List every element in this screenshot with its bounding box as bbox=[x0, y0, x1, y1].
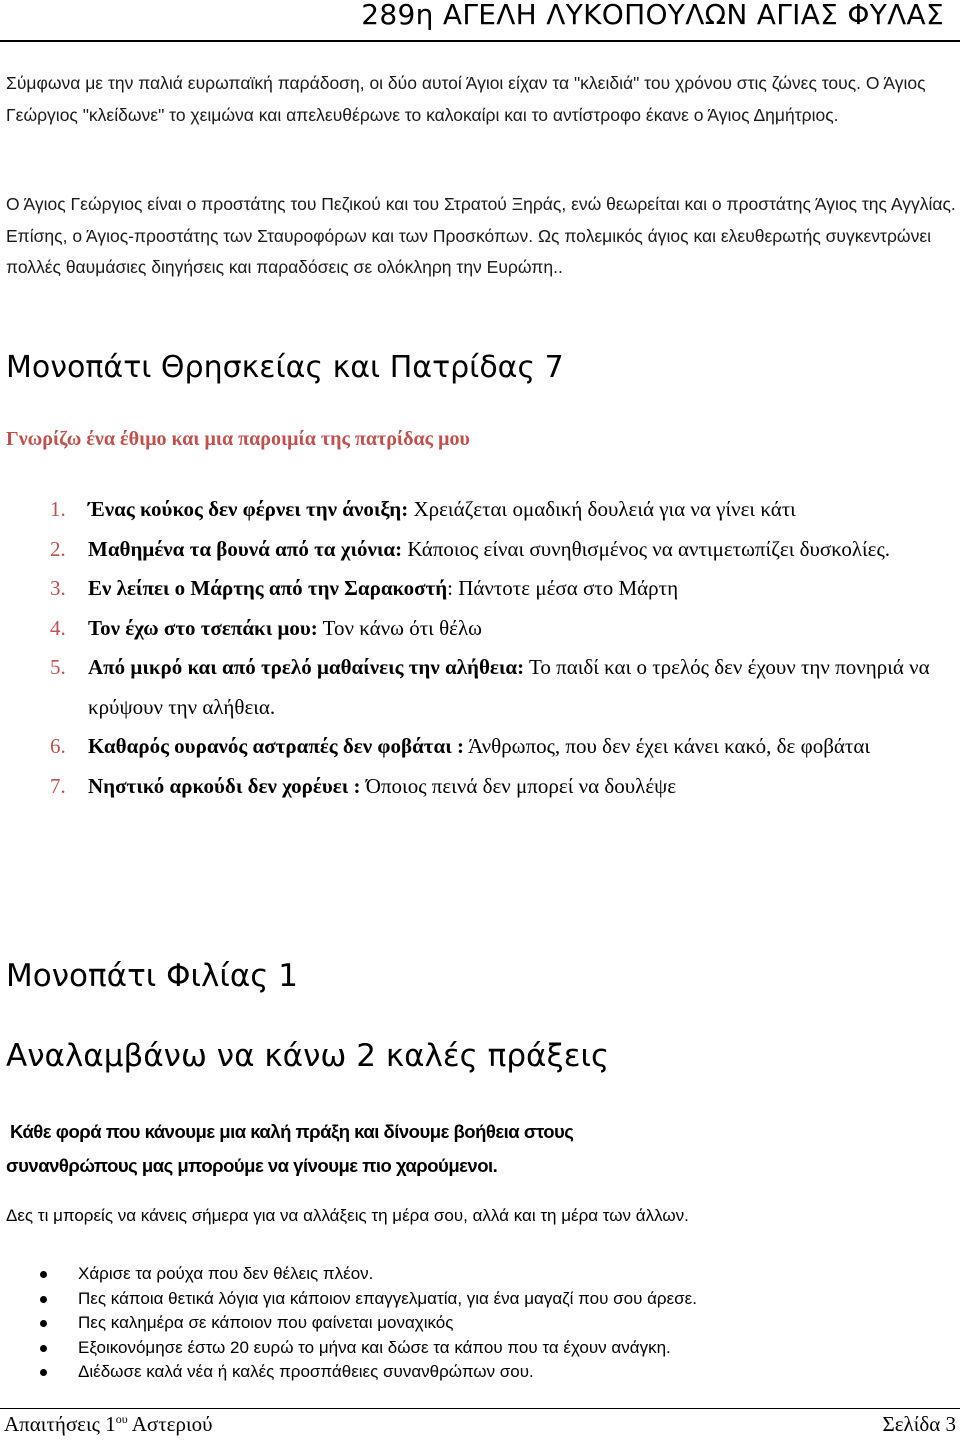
proverb-number: 1. bbox=[50, 497, 66, 521]
good-deeds-intro bbox=[6, 1115, 706, 1183]
section-title-religion: Μονοπάτι Θρησκείας και Πατρίδας 7 bbox=[6, 350, 564, 385]
proverb-term: Νηστικό αρκούδι δεν χορέυει : bbox=[88, 773, 361, 798]
footer-left-text: Απαιτήσεις 1 bbox=[4, 1412, 116, 1436]
proverb-term: Τον έχω στο τσεπάκι μου: bbox=[88, 615, 318, 640]
proverb-number: 4. bbox=[50, 615, 66, 640]
proverb-number: 5. bbox=[50, 655, 66, 679]
list-item: Πες καλημέρα σε κάποιον που φαίνεται μοναχικός bbox=[40, 1311, 697, 1336]
page-header bbox=[0, 0, 960, 42]
footer-requirements bbox=[4, 1412, 213, 1437]
good-deeds-line-2: συνανθρώπους μας μπορούμε να γίνουμε πιο χαρούμενοι. bbox=[6, 1155, 498, 1176]
list-item: Εξοικονόμησε έστω 20 ευρώ το μήνα και δώσε τα κάπου που τα έχουν ανάγκη. bbox=[40, 1336, 697, 1361]
footer-left-suffix: Αστεριού bbox=[127, 1412, 213, 1436]
proverb-term: Από μικρό και από τρελό μαθαίνεις την αλήθεια: bbox=[88, 655, 525, 679]
proverb-meaning: Τον κάνω ότι θέλω bbox=[317, 615, 482, 640]
proverb-meaning: Χρειάζεται ομαδική δουλειά για να γίνει κάτι bbox=[408, 497, 796, 521]
proverb-item bbox=[50, 727, 930, 767]
proverb-item bbox=[50, 609, 930, 649]
footer-left-sup: ου bbox=[115, 1412, 128, 1426]
proverb-list bbox=[50, 490, 930, 806]
proverb-term: Ένας κούκος δεν φέρνει την άνοιξη: bbox=[88, 497, 409, 521]
proverb-number: 3. bbox=[50, 576, 66, 600]
list-item: Χάρισε τα ρούχα που δεν θέλεις πλέον. bbox=[40, 1262, 697, 1287]
intro-paragraph-1: Σύμφωνα με την παλιά ευρωπαϊκή παράδοση, οι δύο αυτοί Άγιοι είχαν τα "κλειδιά" του χρόνου στις ζώνες τους. Ο Άγιος Γεώργιος "κλείδωνε" το χειμώνα και απελευθέρωνε το καλοκαίρι και το αντίστροφο έκανε ο Άγιος Δημήτριος. bbox=[6, 73, 926, 125]
proverb-meaning: Άνθρωπος, που δεν έχει κάνει κακό, δε φοβάται bbox=[463, 734, 870, 758]
section-subtitle-good-deeds: Αναλαμβάνω να κάνω 2 καλές πράξεις bbox=[6, 1038, 610, 1074]
list-item: Διέδωσε καλά νέα ή καλές προσπάθειες συνανθρώπων σου. bbox=[40, 1360, 697, 1385]
page-number: Σελίδα 3 bbox=[882, 1412, 956, 1436]
proverb-item bbox=[50, 530, 930, 570]
proverb-term: Μαθημένα τα βουνά από τα χιόνια: bbox=[88, 536, 403, 561]
proverb-term: Εν λείπει ο Μάρτης από την Σαρακοστή bbox=[88, 576, 448, 600]
intro-paragraph-2: Ο Άγιος Γεώργιος είναι ο προστάτης του Πεζικού και του Στρατού Ξηράς, ενώ θεωρείται και ο προστάτης Άγιος της Αγγλίας. Επίσης, ο Άγιος-προστάτης των Σταυροφόρων και των Προσκόπων. Ως πολεμικός άγιος και ελευθερωτής συγκεντρώνει πολλές θαυμάσιες διηγήσεις και παραδόσεις σε ολόκληρη την Ευρώπη.. bbox=[6, 194, 956, 277]
proverb-number: 7. bbox=[50, 773, 66, 798]
proverb-term: Καθαρός ουρανός αστραπές δεν φοβάται : bbox=[88, 734, 464, 758]
proverb-number: 6. bbox=[50, 734, 66, 758]
section-title-friendship: Μονοπάτι Φιλίας 1 bbox=[6, 958, 299, 994]
proverb-number: 2. bbox=[50, 536, 66, 561]
good-deeds-prompt: Δες τι μπορείς να κάνεις σήμερα για να αλλάξεις τη μέρα σου, αλλά και τη μέρα των άλλων. bbox=[6, 1206, 689, 1225]
good-deeds-line-1: Κάθε φορά που κάνουμε μια καλή πράξη και δίνουμε βοήθεια στους bbox=[10, 1121, 574, 1142]
proverb-meaning: Το παιδί και ο τρελός δεν έχουν την πονηριά να κρύψουν την αλήθεια. bbox=[88, 655, 930, 719]
list-item: Πες κάποια θετικά λόγια για κάποιον επαγγελματία, για ένα μαγαζί που σου άρεσε. bbox=[40, 1287, 697, 1312]
proverb-meaning: : Πάντοτε μέσα στο Μάρτη bbox=[447, 576, 679, 600]
good-deeds-list bbox=[40, 1262, 697, 1385]
page-footer bbox=[0, 1408, 960, 1442]
proverb-item bbox=[50, 648, 930, 727]
proverb-item bbox=[50, 490, 930, 530]
section-subtitle-custom: Γνωρίζω ένα έθιμο και μια παροιμία της πατρίδας μου bbox=[6, 428, 470, 450]
proverb-meaning: Όποιος πεινά δεν μπορεί να δουλέψε bbox=[360, 773, 677, 798]
header-title: 289η ΑΓΕΛΗ ΛΥΚΟΠΟΥΛΩΝ ΑΓΙΑΣ ΦΥΛΑΣ bbox=[361, 0, 944, 31]
proverb-item bbox=[50, 569, 930, 609]
proverb-item bbox=[50, 767, 930, 807]
proverb-meaning: Κάποιος είναι συνηθισμένος να αντιμετωπίζει δυσκολίες. bbox=[402, 536, 891, 561]
